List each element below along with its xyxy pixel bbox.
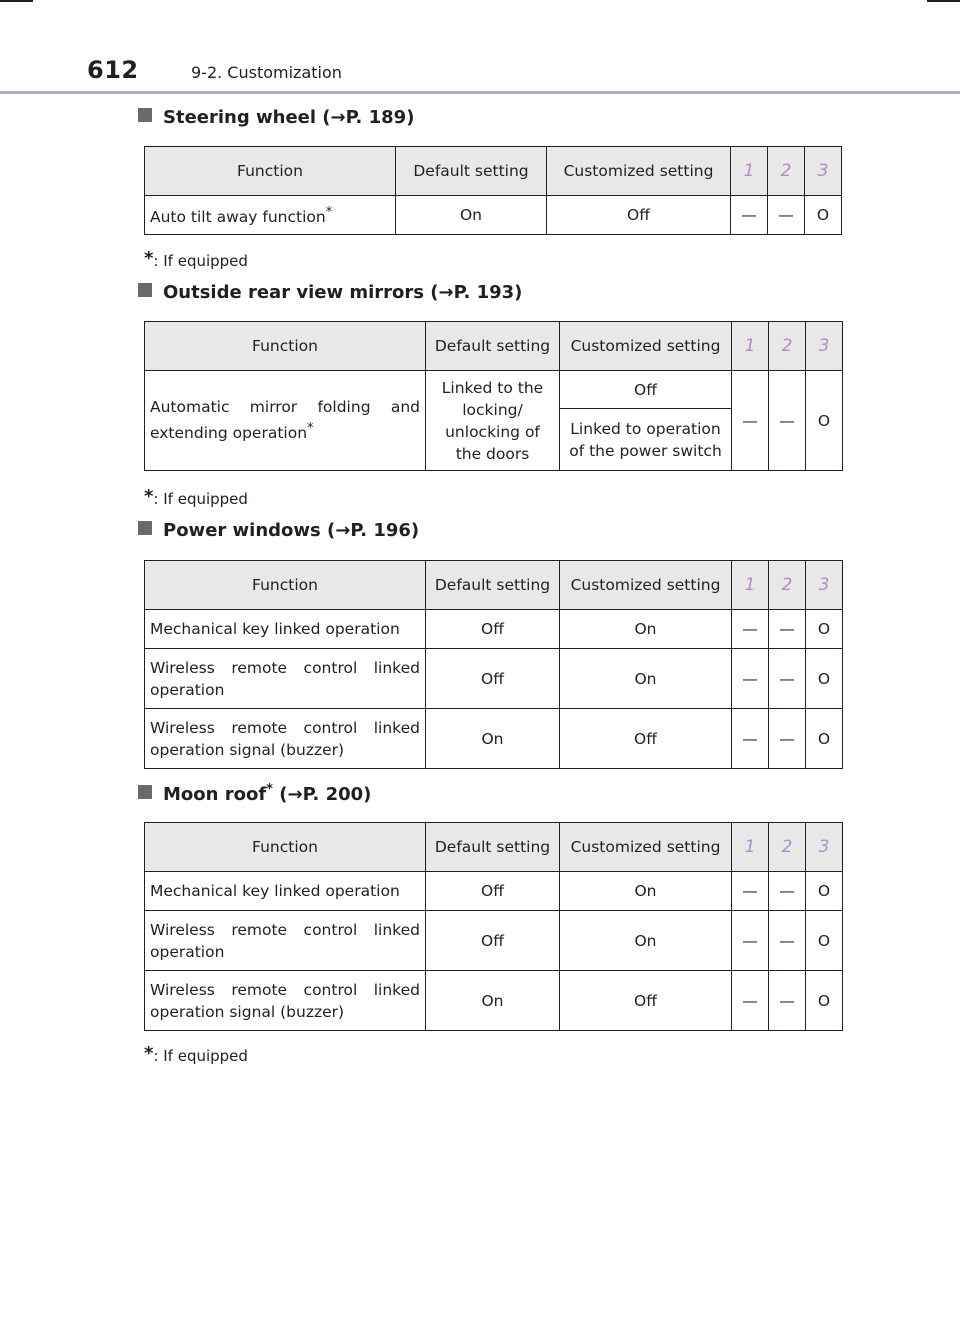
moon-roof-table: [144, 822, 843, 1031]
header-col-3: 3: [806, 322, 843, 371]
customized-option-cell: Off: [560, 371, 732, 409]
header-default: Default setting: [396, 147, 547, 196]
col-2-cell: —: [769, 709, 806, 769]
arrow-icon: →: [335, 520, 351, 541]
footnote: *: If equipped: [144, 1043, 248, 1065]
default-cell: Off: [426, 649, 560, 709]
crop-mark-top-left: [0, 0, 33, 2]
customized-cell: On: [560, 911, 732, 971]
customized-cell: On: [560, 872, 732, 911]
customized-cell: Off: [547, 196, 731, 235]
header-function: Function: [145, 561, 426, 610]
header-col-2: 2: [769, 823, 806, 872]
header-col-3: 3: [806, 561, 843, 610]
header-col-1: 1: [732, 561, 769, 610]
table-row: [145, 649, 843, 709]
arrow-icon: →: [438, 282, 454, 303]
header-customized: Customized setting: [560, 322, 732, 371]
header-col-1: 1: [732, 322, 769, 371]
col-2-cell: —: [769, 872, 806, 911]
col-1-cell: —: [732, 709, 769, 769]
table-row: [145, 971, 843, 1031]
col-2-cell: —: [769, 971, 806, 1031]
mirrors-table: [144, 321, 843, 471]
col-2-cell: —: [769, 911, 806, 971]
page-number: 612: [87, 56, 139, 84]
col-2-cell: —: [769, 610, 806, 649]
page-reference: P. 193): [453, 282, 523, 303]
function-cell: Automatic mirror folding and extending operation*: [145, 371, 426, 471]
col-3-cell: O: [806, 709, 843, 769]
col-3-cell: O: [806, 872, 843, 911]
table-row: [145, 872, 843, 911]
default-cell: Linked to the locking/ unlocking of the doors: [426, 371, 560, 471]
default-cell: Off: [426, 872, 560, 911]
section-heading-power-windows: Power windows (→P. 196): [138, 520, 419, 541]
header-col-2: 2: [768, 147, 805, 196]
steering-wheel-table: [144, 146, 842, 235]
default-cell: Off: [426, 911, 560, 971]
square-bullet-icon: [138, 108, 152, 122]
footnote: *: If equipped: [144, 486, 248, 508]
function-cell: Mechanical key linked operation: [145, 872, 426, 911]
function-cell: Auto tilt away function*: [145, 196, 396, 235]
header-col-1: 1: [732, 823, 769, 872]
function-cell: Wireless remote control linked operation: [145, 911, 426, 971]
arrow-icon: →: [287, 784, 303, 805]
page-reference: P. 196): [350, 520, 420, 541]
header-default: Default setting: [426, 823, 560, 872]
square-bullet-icon: [138, 283, 152, 297]
col-3-cell: O: [806, 911, 843, 971]
customized-cell: On: [560, 649, 732, 709]
table-row: [145, 196, 842, 235]
header-col-2: 2: [769, 322, 806, 371]
default-cell: On: [426, 709, 560, 769]
col-3-cell: O: [806, 371, 843, 471]
section-heading-moon-roof: Moon roof* (→P. 200): [138, 782, 371, 805]
header-col-3: 3: [806, 823, 843, 872]
page-reference: P. 189): [345, 107, 415, 128]
square-bullet-icon: [138, 521, 152, 535]
header-default: Default setting: [426, 322, 560, 371]
header-function: Function: [145, 322, 426, 371]
header-col-3: 3: [805, 147, 842, 196]
table-row: [145, 610, 843, 649]
col-1-cell: —: [732, 610, 769, 649]
section-heading-mirrors: Outside rear view mirrors (→P. 193): [138, 282, 522, 303]
function-cell: Mechanical key linked operation: [145, 610, 426, 649]
section-title: 9-2. Customization: [191, 63, 342, 82]
col-1-cell: —: [732, 911, 769, 971]
section-heading-steering-wheel: Steering wheel (→P. 189): [138, 107, 414, 128]
default-cell: On: [396, 196, 547, 235]
header-rule: [0, 91, 960, 94]
col-1-cell: —: [731, 196, 768, 235]
function-cell: Wireless remote control linked operation: [145, 649, 426, 709]
col-3-cell: O: [806, 610, 843, 649]
customized-cell: On: [560, 610, 732, 649]
col-1-cell: —: [732, 649, 769, 709]
footnote: *: If equipped: [144, 248, 248, 270]
col-2-cell: —: [768, 196, 805, 235]
default-cell: Off: [426, 610, 560, 649]
customized-cell: Off: [560, 709, 732, 769]
square-bullet-icon: [138, 785, 152, 799]
table-row: [145, 911, 843, 971]
function-cell: Wireless remote control linked operation signal (buzzer): [145, 709, 426, 769]
page-reference: P. 200): [302, 784, 372, 805]
crop-mark-top-right: [927, 0, 960, 2]
header-function: Function: [145, 823, 426, 872]
header-customized: Customized setting: [547, 147, 731, 196]
col-3-cell: O: [806, 649, 843, 709]
arrow-icon: →: [330, 107, 346, 128]
customized-option-cell: Linked to operation of the power switch: [560, 409, 732, 471]
col-2-cell: —: [769, 649, 806, 709]
header-function: Function: [145, 147, 396, 196]
customized-cell: Off: [560, 971, 732, 1031]
table-row: [145, 709, 843, 769]
power-windows-table: [144, 560, 843, 769]
col-2-cell: —: [769, 371, 806, 471]
header-default: Default setting: [426, 561, 560, 610]
header-customized: Customized setting: [560, 823, 732, 872]
col-1-cell: —: [732, 971, 769, 1031]
default-cell: On: [426, 971, 560, 1031]
header-col-1: 1: [731, 147, 768, 196]
function-cell: Wireless remote control linked operation signal (buzzer): [145, 971, 426, 1031]
header-col-2: 2: [769, 561, 806, 610]
col-3-cell: O: [806, 971, 843, 1031]
header-customized: Customized setting: [560, 561, 732, 610]
col-3-cell: O: [805, 196, 842, 235]
col-1-cell: —: [732, 371, 769, 471]
table-row: [145, 371, 843, 409]
col-1-cell: —: [732, 872, 769, 911]
